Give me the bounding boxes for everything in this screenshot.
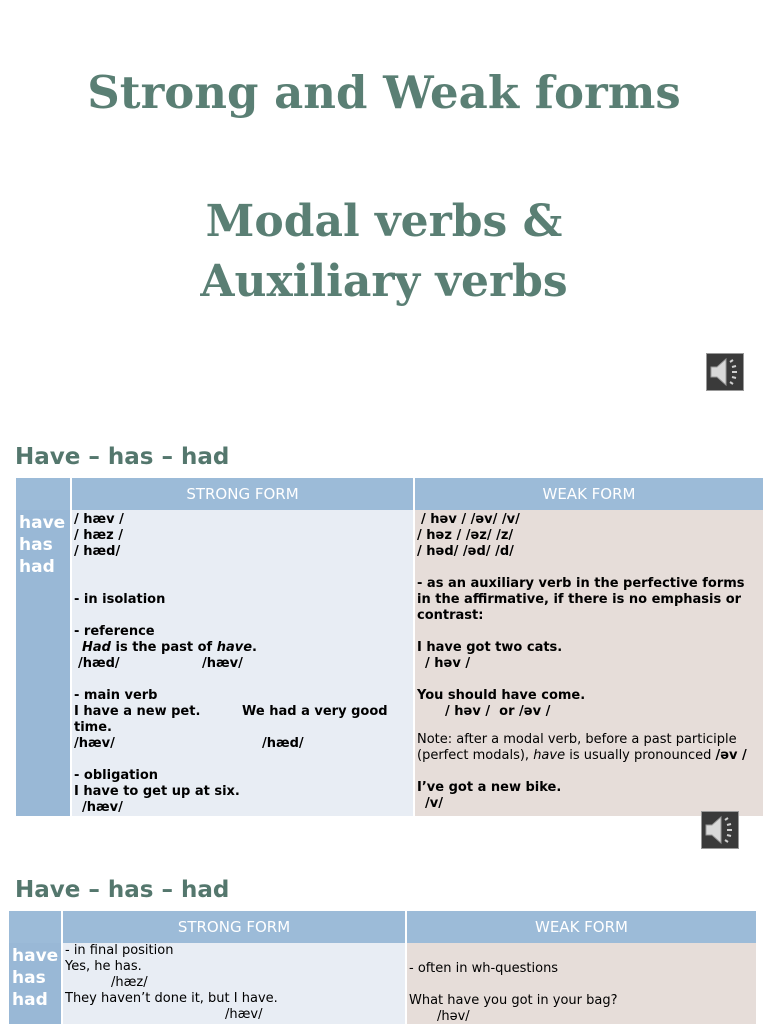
word-have: have <box>19 513 66 533</box>
note-part-a: Note: after a modal verb, before a past participle (perfect modals), <box>417 732 737 763</box>
word-had: had <box>19 557 55 577</box>
ref-phon-have: /hæv/ <box>202 656 243 671</box>
strong-phon-have: / hæv / <box>74 512 124 527</box>
header-corner <box>16 478 72 510</box>
mv-example-2a: We had a very good <box>242 704 388 719</box>
mv-phon-have: /hæv/ <box>74 736 115 751</box>
final-example-2: They haven’t done it, but I have. <box>65 991 278 1006</box>
strong-weak-table-1 <box>16 478 763 816</box>
weak-form-header: WEAK FORM <box>407 911 756 943</box>
table-body-row <box>9 943 756 1024</box>
strong-form-header: STRONG FORM <box>63 911 407 943</box>
use-wh-questions: - often in wh-questions <box>409 961 559 976</box>
obligation-example: I have to get up at six. <box>74 784 240 799</box>
mv-phon-had: /hæd/ <box>262 736 304 751</box>
ref-have: have <box>216 640 253 655</box>
wh-example: What have you got in your bag? <box>409 993 618 1008</box>
strong-form-cell <box>63 943 407 1024</box>
speaker-icon[interactable] <box>701 811 739 849</box>
title-line-2: Modal verbs & <box>205 196 563 247</box>
reference-phon-row <box>74 656 411 672</box>
weak-phon-have: / həv / /əv/ /v/ <box>421 512 520 527</box>
weak-example-2: You should have come. <box>417 688 586 703</box>
weak-example-1: I have got two cats. <box>417 640 563 655</box>
mv-example-2b: time. <box>74 720 112 735</box>
weak-form-cell <box>415 510 763 816</box>
ref-end: . <box>252 640 257 655</box>
wh-example-phon: /həv/ <box>437 1009 470 1024</box>
weak-example-2-phon: / həv / or /əv / <box>445 704 551 719</box>
note-part-b: is usually pronounced <box>565 748 716 763</box>
use-isolation: - in isolation <box>74 592 166 607</box>
section-2-heading: Have – has – had <box>15 877 230 903</box>
title-subtitle <box>0 192 768 312</box>
mv-example-1: I have a new pet. <box>74 704 201 719</box>
strong-form-cell <box>72 510 415 816</box>
strong-weak-table-2 <box>9 911 756 1024</box>
note-have: have <box>533 748 566 763</box>
final-example-1-phon: /hæz/ <box>111 975 148 990</box>
word-had: had <box>12 990 48 1010</box>
strong-phon-has: / hæz / <box>74 528 123 543</box>
ref-had: Had <box>82 640 111 655</box>
use-main-verb: - main verb <box>74 688 158 703</box>
section-1-heading: Have – has – had <box>15 444 230 470</box>
word-has: has <box>12 968 46 988</box>
table-header-row <box>16 478 763 510</box>
main-verb-phon-row <box>74 736 411 752</box>
speaker-icon[interactable] <box>706 353 744 391</box>
table-header-row <box>9 911 756 943</box>
main-verb-examples <box>74 704 411 720</box>
ref-phon-had: /hæd/ <box>78 656 120 671</box>
final-example-1: Yes, he has. <box>65 959 142 974</box>
header-corner <box>9 911 63 943</box>
weak-form-header: WEAK FORM <box>415 478 763 510</box>
weak-form-cell <box>407 943 756 1024</box>
use-final-position: - in final position <box>65 943 174 958</box>
reference-example <box>74 640 411 656</box>
weak-aux-description: - as an auxiliary verb in the perfective forms in the affirmative, if there is no emphasis or contrast: <box>417 576 745 623</box>
word-have: have <box>12 946 59 966</box>
use-obligation: - obligation <box>74 768 159 783</box>
weak-phon-had: / həd/ /əd/ /d/ <box>417 544 514 559</box>
word-column <box>9 943 63 1024</box>
title-line-3: Auxiliary verbs <box>200 256 568 307</box>
final-example-2-phon: /hæv/ <box>225 1007 263 1022</box>
strong-form-header: STRONG FORM <box>72 478 415 510</box>
title-line-1: Strong and Weak forms <box>87 66 681 119</box>
weak-example-3: I’ve got a new bike. <box>417 780 562 795</box>
speaker-icon-graphic <box>707 354 743 390</box>
note-phon: /əv / <box>715 748 747 763</box>
use-reference: - reference <box>74 624 155 639</box>
word-column <box>16 510 72 816</box>
strong-phon-had: / hæd/ <box>74 544 121 559</box>
obligation-phon: /hæv/ <box>82 800 123 815</box>
ref-middle: is the past of <box>110 640 217 655</box>
weak-note <box>417 732 761 764</box>
word-has: has <box>19 535 53 555</box>
table-body-row <box>16 510 763 816</box>
weak-example-3-phon: /v/ <box>425 796 443 811</box>
weak-phon-has: / həz / /əz/ /z/ <box>417 528 514 543</box>
speaker-icon-graphic <box>702 812 738 848</box>
weak-example-1-phon: / həv / <box>425 656 471 671</box>
